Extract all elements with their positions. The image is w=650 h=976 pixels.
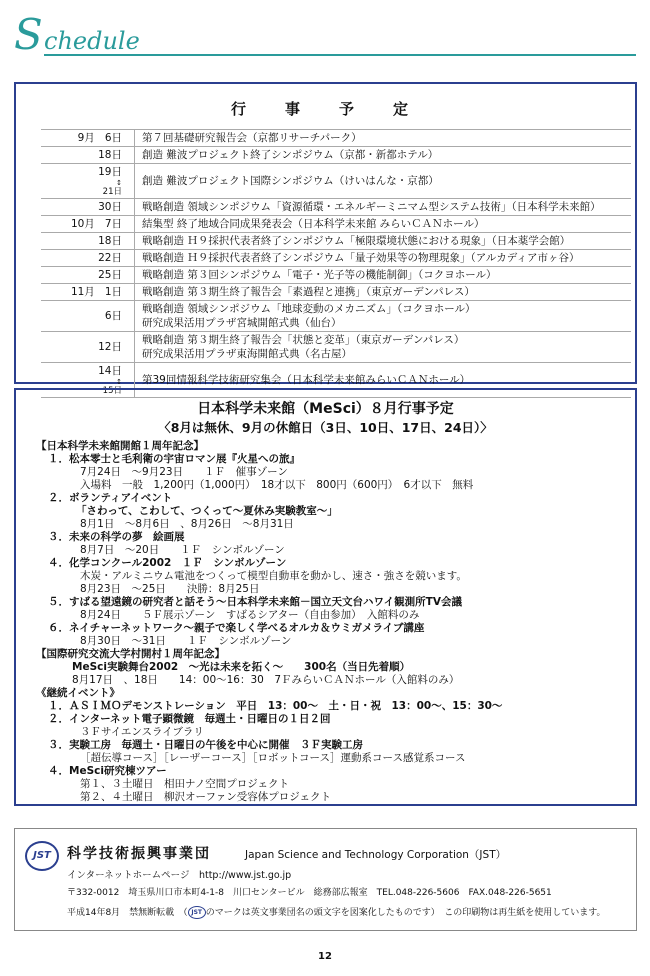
homepage-link[interactable]: インターネットホームページ http://www.jst.go.jp [67, 870, 292, 881]
list-item: ４．MeSci研究棟ツアー [48, 765, 167, 777]
list-item: 「さわって、こわして、つくって～夏休み実験教室～」 [76, 505, 338, 517]
event-text: 戦略創造 第３回シンポジウム「電子・光子等の機能制御」（コクヨホール） [142, 269, 497, 281]
event-text: 戦略創造 第３期生終了報告会「状態と変革」（東京ガーデンパレス） [142, 334, 465, 346]
list-item: ６．ネイチャーネットワーク～親子で楽しく学べるオルカ＆ウミガメライブ講座 [48, 622, 425, 634]
mesci-body [36, 440, 631, 804]
table-row [41, 147, 631, 164]
list-item: 第１、３土曜日 相田ナノ空間プロジェクト [80, 778, 290, 790]
list-item: 8月24日 ５Ｆ展示ゾーン すばるシアター（自由参加） 入館料のみ [80, 609, 420, 621]
event-day: 19日 [98, 166, 122, 178]
event-description [135, 199, 632, 216]
table-row [41, 301, 631, 332]
list-item: ３．未来の科学の夢 絵画展 [48, 531, 185, 543]
table-row [41, 267, 631, 284]
event-date [41, 147, 135, 164]
footer [14, 828, 637, 931]
list-item: ２．ボランティアイベント [48, 492, 173, 504]
event-description [135, 332, 632, 363]
event-day: 1日 [104, 286, 122, 298]
table-row [41, 284, 631, 301]
org-name-en: Japan Science and Technology Corporation（JST） [245, 849, 507, 861]
list-item: 入場料 一般 1,200円（1,000円） 18才以下 800円（600円） 6才以下 無料 [80, 479, 474, 491]
note-post: のマークは英文事業団名の頭文字を図案化したものです） この印刷物は再生紙を使用しています。 [205, 908, 606, 918]
list-item: ４．化学コンクール2002 １Ｆ シンボルゾーン [48, 557, 287, 569]
event-text: 第７回基礎研究報告会（京都リサーチパーク） [142, 132, 362, 144]
event-date [41, 130, 135, 147]
event-date [41, 284, 135, 301]
event-day-end: 21日 [102, 187, 122, 197]
list-item: １．ＡＳＩＭＯデモンストレーション 平日 13：00～ 土・日・祝 13：00～、15：30～ [48, 700, 503, 712]
event-date [41, 332, 135, 363]
table-row [41, 199, 631, 216]
event-description [135, 216, 632, 233]
list-item: 8月30日 ～31日 １Ｆ シンボルゾーン [80, 635, 292, 647]
event-description [135, 164, 632, 199]
event-date [41, 267, 135, 284]
event-text-secondary: 研究成果活用プラザ東海開館式典（名古屋） [142, 348, 352, 360]
org-name-ja: 科学技術振興事業団 [67, 846, 211, 862]
event-date [41, 164, 135, 199]
event-description [135, 267, 632, 284]
events-title: 行 事 予 定 [230, 100, 420, 118]
section-header [14, 10, 636, 62]
list-item: ２．インターネット電子顕微鏡 毎週土・日曜日の１日２回 [48, 713, 331, 725]
address: 〒332-0012 埼玉県川口市本町4-1-8 川口センタービル 総務部広報室 TEL.048-226-5606 FAX.048-226-5651 [67, 888, 552, 898]
event-description [135, 130, 632, 147]
section-heading: 【国際研究交流大学村開村１周年記念】 [36, 648, 225, 660]
list-item: ３Ｆサイエンスライブラリ [80, 726, 204, 738]
event-text: 創造 難波プロジェクト国際シンポジウム（けいはんな・京都） [142, 175, 439, 187]
event-description [135, 233, 632, 250]
event-date [41, 250, 135, 267]
mesci-subtitle: 〈8月は無休、9月の休館日（3日、10日、17日、24日）〉 [158, 420, 493, 435]
event-day: 6日 [104, 132, 122, 144]
event-day: 7日 [104, 218, 122, 230]
header-title: chedule [44, 27, 140, 55]
copyright-note [67, 905, 605, 919]
event-text: 戦略創造 第３期生終了報告会「素過程と連携」（東京ガーデンパレス） [142, 286, 475, 298]
list-item: MeSci実験舞台2002 ～光は未来を拓く～ 300名（当日先着順） [72, 661, 411, 673]
events-table [41, 129, 631, 398]
mesci-title: 日本科学未来館（MeSci）８月行事予定 [197, 401, 454, 417]
event-month: 11月 [70, 286, 95, 298]
event-date [41, 301, 135, 332]
event-text: 戦略創造 領域シンポジウム「資源循環・エネルギーミニマム型システム技術」（日本科学未来館） [142, 201, 601, 213]
event-day: 25日 [98, 269, 122, 281]
event-day: 30日 [98, 201, 122, 213]
event-date [41, 199, 135, 216]
header-rule [44, 54, 636, 56]
list-item: 木炭・アルミニウム電池をつくって模型自動車を動かし、速さ・強さを競います。 [80, 570, 467, 582]
event-text: 創造 難波プロジェクト終了シンポジウム（京都・新都ホテル） [142, 149, 439, 161]
event-description [135, 250, 632, 267]
list-item: ［超伝導コース］［レーザーコース］［ロボットコース］運動系コース感覚系コース [80, 752, 466, 764]
range-mark: ↕ [116, 378, 122, 386]
list-item: ３．実験工房 毎週土・日曜日の午後を中心に開催 ３Ｆ実験工房 [48, 739, 363, 751]
event-text: 結集型 終了地域合同成果発表会（日本科学未来館 みらいＣＡＮホール） [142, 218, 485, 230]
table-row [41, 216, 631, 233]
event-description [135, 284, 632, 301]
table-row [41, 233, 631, 250]
event-text-secondary: 研究成果活用プラザ宮城開館式典（仙台） [142, 317, 342, 329]
event-day-end: 15日 [102, 386, 122, 396]
list-item: 8月7日 ～20日 １Ｆ シンボルゾーン [80, 544, 285, 556]
list-item: 7月24日 ～9月23日 １Ｆ 催事ゾーン [80, 466, 288, 478]
event-description [135, 147, 632, 164]
event-month: 10月 [70, 218, 95, 230]
list-item: 第２、４土曜日 柳沢オーファン受容体プロジェクト [80, 791, 332, 803]
jst-mini-logo: JST [188, 906, 206, 919]
event-day: 22日 [98, 252, 122, 264]
table-row [41, 250, 631, 267]
event-text: 戦略創造 Ｈ９採択代表者終了シンポジウム「量子効果等の物理現象」（アルカディア市ヶ谷） [142, 252, 580, 264]
note-pre: 平成14年8月 禁無断転載 （ [67, 908, 188, 918]
section-heading: 《継続イベント》 [36, 687, 120, 699]
list-item: 8月17日 、18日 14：00～16：30 7ＦみらいＣＡＮホール（入館料のみ） [72, 674, 460, 686]
list-item: １．松本零士と毛利衛の宇宙ロマン展『火星への旅』 [48, 453, 300, 465]
table-row [41, 164, 631, 199]
event-day: 18日 [98, 149, 122, 161]
event-text: 第39回情報科学技術研究集会（日本科学未来館みらいＣＡＮホール） [142, 374, 471, 386]
event-date [41, 216, 135, 233]
events-box [14, 82, 637, 396]
event-day: 6日 [104, 310, 122, 322]
event-day: 18日 [98, 235, 122, 247]
event-description [135, 301, 632, 332]
mesci-box [14, 388, 637, 806]
event-month: 9月 [77, 132, 95, 144]
page-number: 12 [318, 951, 332, 962]
header-initial: S [14, 10, 43, 59]
event-text: 戦略創造 Ｈ９採択代表者終了シンポジウム「極限環境状態における現象」（日本薬学会館） [142, 235, 571, 247]
list-item: 8月1日 ～8月6日 、8月26日 ～8月31日 [80, 518, 294, 530]
event-day: 12日 [98, 341, 122, 353]
list-item: 8月23日 ～25日 決勝：8月25日 [80, 583, 260, 595]
section-heading: 【日本科学未来館開館１周年記念】 [36, 440, 204, 452]
event-text: 戦略創造 領域シンポジウム「地球変動のメカニズム」（コクヨホール） [142, 303, 476, 315]
table-row [41, 130, 631, 147]
jst-logo: JST [25, 841, 59, 871]
range-mark: ↕ [116, 179, 122, 187]
table-row [41, 332, 631, 363]
event-date [41, 233, 135, 250]
list-item: ５．すばる望遠鏡の研究者と話そう～日本科学未来館－国立天文台ハワイ観測所TV会議 [48, 596, 462, 608]
event-day: 14日 [98, 365, 122, 377]
